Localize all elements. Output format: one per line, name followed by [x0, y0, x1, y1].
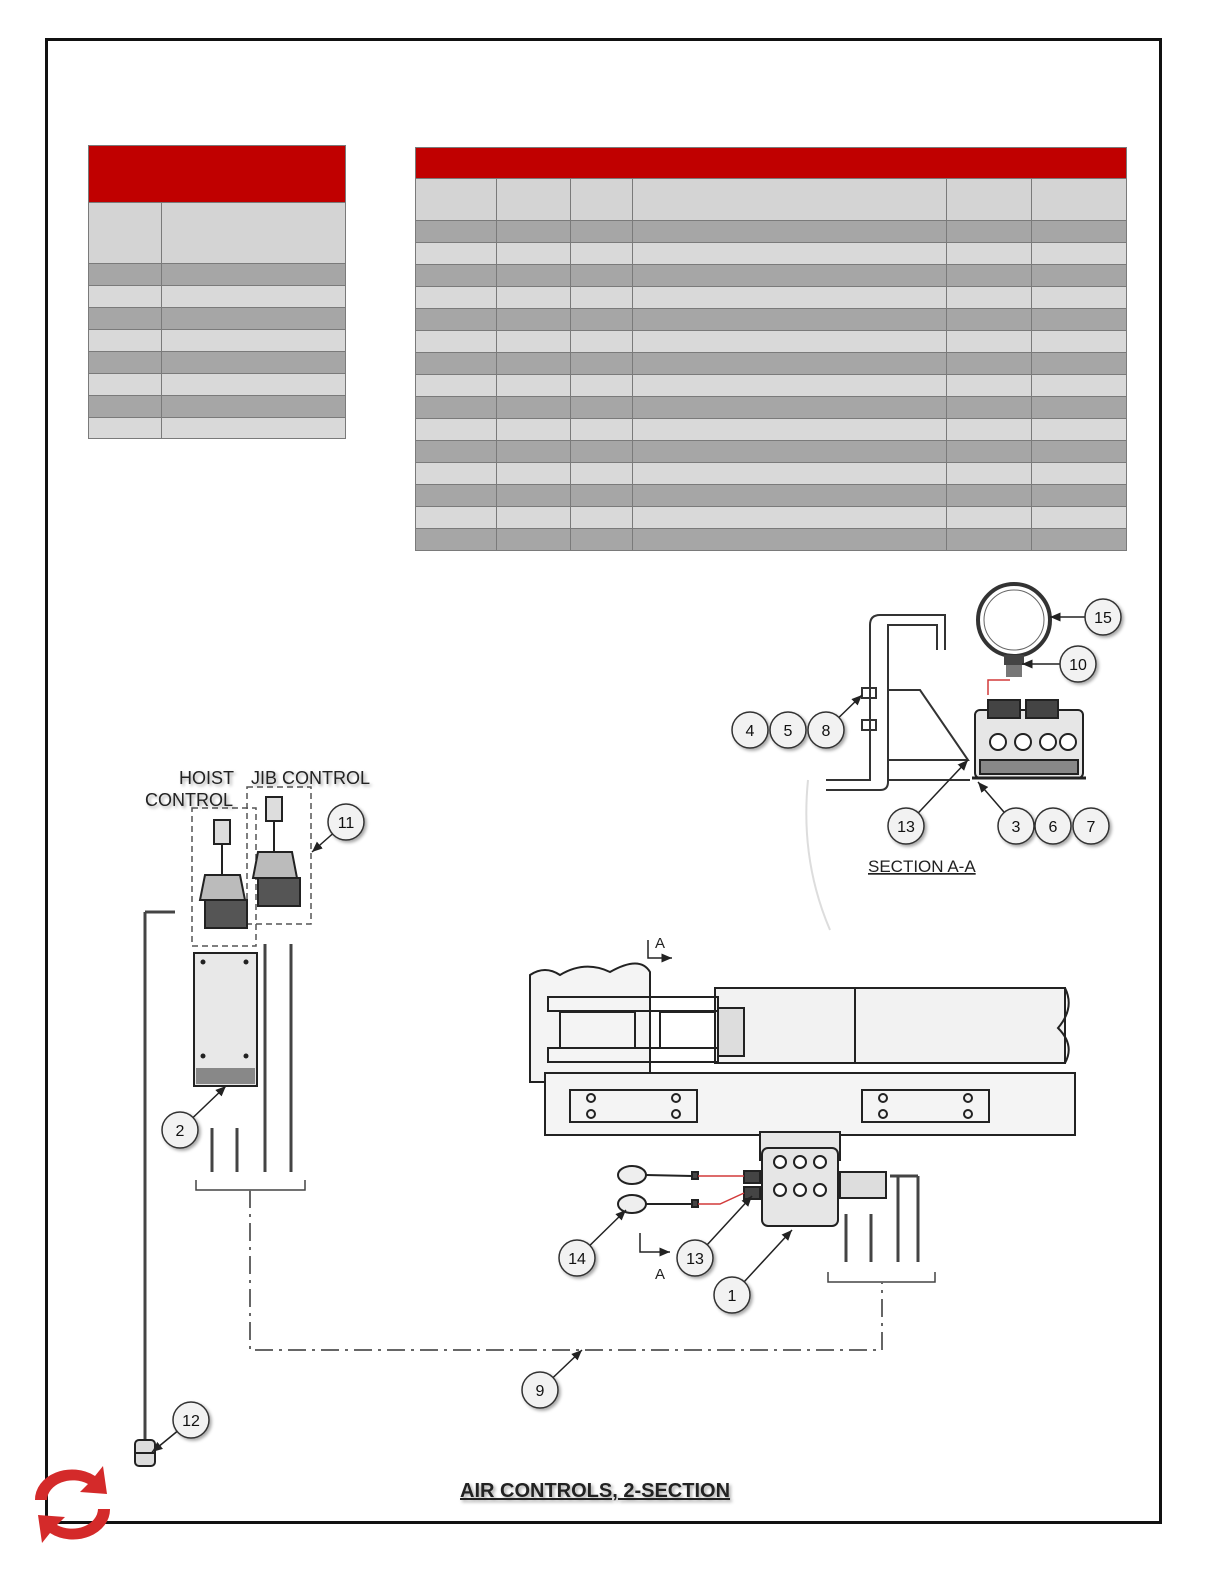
valve-levers — [618, 1166, 744, 1213]
jib-control-label: JIB CONTROL — [251, 768, 371, 788]
callout-number: 15 — [1094, 610, 1112, 627]
callout-number: 8 — [821, 723, 831, 740]
callout-number: 11 — [337, 815, 355, 832]
main-valve — [744, 1132, 886, 1226]
callout-number: 5 — [783, 723, 793, 740]
callout-11 — [312, 804, 364, 852]
callout-number: 13 — [686, 1251, 704, 1268]
air-filter — [135, 1440, 155, 1466]
section-label: SECTION A-A — [868, 857, 976, 876]
company-logo-icon — [25, 1462, 120, 1547]
bracket-right — [828, 1272, 935, 1282]
callout-number: 12 — [182, 1413, 200, 1430]
hoist-control-label-line1: HOIST — [179, 768, 235, 788]
callout-15 — [1050, 599, 1121, 635]
section-valve — [972, 700, 1086, 778]
callout-number: 10 — [1069, 657, 1087, 674]
callout-13 — [677, 1196, 752, 1276]
callout-6 — [1035, 808, 1071, 844]
callout-number: 13 — [897, 819, 915, 836]
callout-number: 9 — [535, 1383, 545, 1400]
callout-5 — [770, 712, 806, 748]
section-marker-bottom: A — [655, 1266, 666, 1283]
callout-2 — [162, 1086, 226, 1148]
pressure-gauge — [978, 584, 1050, 695]
hoist-control-label-line2: CONTROL — [145, 790, 234, 810]
callout-4 — [732, 712, 768, 748]
joystick-controls — [192, 787, 311, 946]
callout-7 — [1073, 808, 1109, 844]
callout-14 — [559, 1210, 626, 1276]
view-arc — [806, 780, 830, 930]
section-marker-top: A — [655, 935, 666, 952]
callout-number: 7 — [1086, 819, 1096, 836]
callout-12 — [152, 1402, 209, 1452]
callout-9 — [522, 1350, 582, 1408]
callout-13 — [888, 760, 968, 844]
callout-8 — [808, 695, 862, 748]
callout-number: 4 — [745, 723, 755, 740]
mounting-bracket — [826, 615, 970, 790]
crane-body — [530, 964, 1075, 1136]
callout-number: 1 — [727, 1288, 737, 1305]
callout-number: 2 — [175, 1123, 185, 1140]
enclosure-box — [194, 953, 257, 1086]
drawing-title: AIR CONTROLS, 2-SECTION — [460, 1480, 731, 1502]
bracket-left — [196, 1180, 305, 1190]
callout-number: 14 — [568, 1251, 586, 1268]
callout-number: 6 — [1048, 819, 1058, 836]
callout-3 — [978, 782, 1034, 844]
callout-number: 3 — [1011, 819, 1021, 836]
callout-1 — [714, 1230, 792, 1313]
